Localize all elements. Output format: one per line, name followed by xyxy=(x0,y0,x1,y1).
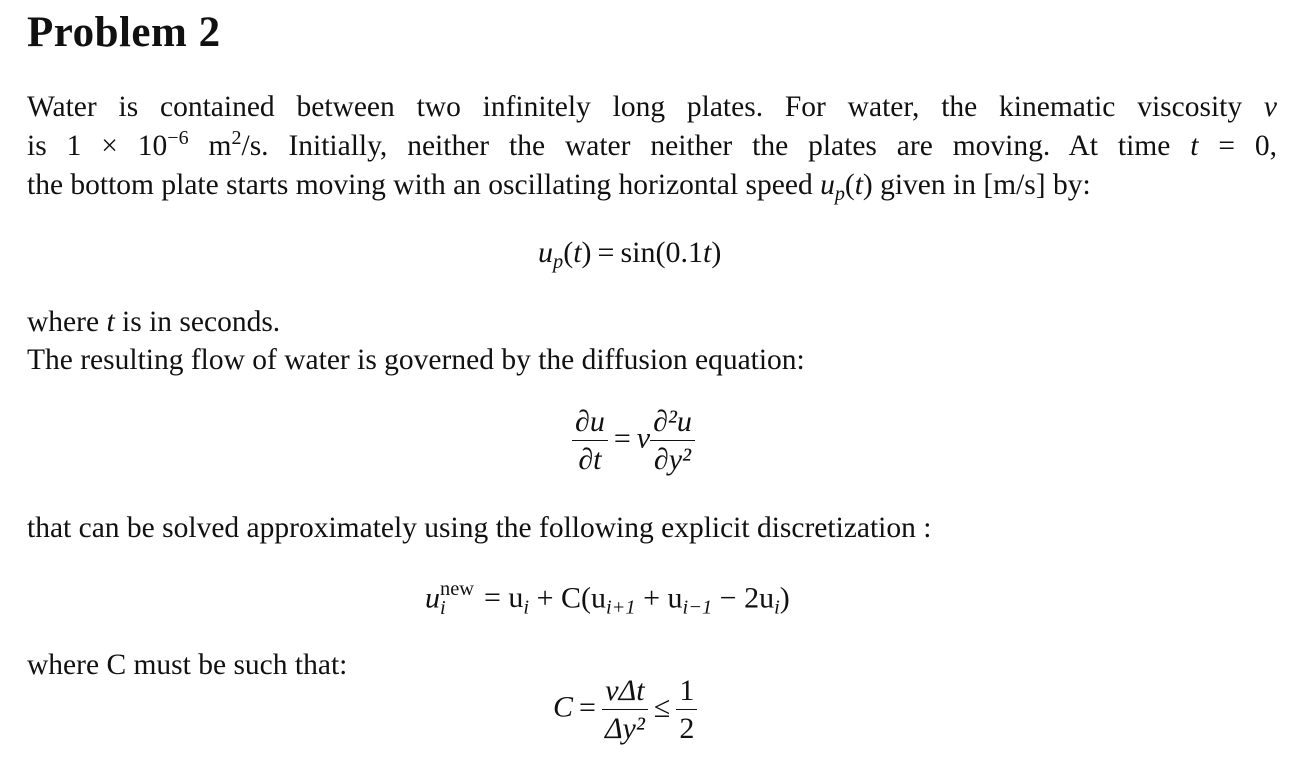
nu-symbol: ν xyxy=(1263,91,1277,123)
equals-sign: = xyxy=(597,236,615,269)
t-symbol: t xyxy=(702,236,712,269)
intro-line-3 xyxy=(27,166,1277,205)
subscript-i: i xyxy=(523,596,530,619)
intro-text: m xyxy=(188,130,232,162)
superscript-new: new xyxy=(440,578,474,600)
u-symbol: u xyxy=(820,169,835,201)
intro-text: ( xyxy=(844,169,855,201)
equals-sign: = xyxy=(579,690,596,724)
rhs-text: = u xyxy=(483,581,524,615)
intro-text: is 1 × 10 xyxy=(27,130,168,162)
courant-condition xyxy=(553,675,697,745)
super-subscript xyxy=(440,580,474,619)
resulting-flow-text: The resulting flow of water is governed by the diffusion equation: xyxy=(27,344,805,376)
paren: ( xyxy=(563,236,574,269)
fraction-numerator: 1 xyxy=(676,675,697,710)
where-t-line xyxy=(27,303,1277,342)
exponent: 2 xyxy=(231,126,242,149)
subscript-i: i xyxy=(440,597,446,620)
p-subscript: p xyxy=(553,251,564,274)
subscript-i-minus-1: i−1 xyxy=(682,596,713,619)
paren: ) xyxy=(711,236,722,269)
intro-text: /s. Initially, neither the water neither the plates are moving. At time xyxy=(241,130,1191,162)
fraction-numerator: ∂u xyxy=(572,406,608,441)
fraction-numerator: νΔt xyxy=(602,675,648,710)
discretization-text: that can be solved approximately using the following explicit discretization : xyxy=(27,512,932,544)
intro-line-2 xyxy=(27,127,1277,166)
t-symbol: t xyxy=(1190,130,1199,162)
intro-text: ) given in [m/s] by: xyxy=(862,169,1091,201)
equals-sign: = xyxy=(613,421,631,455)
intro-paragraph xyxy=(27,88,1277,205)
intro-text: Water is contained between two infinitely long plates. For water, the kinematic viscosity xyxy=(27,91,1264,123)
fraction-du-dt xyxy=(572,406,608,476)
rhs-text: + C(u xyxy=(529,581,606,615)
nu-symbol: ν xyxy=(636,421,651,455)
c-symbol: C xyxy=(553,690,574,724)
sine-expression: sin(0.1 xyxy=(620,236,703,269)
fraction-denominator: Δy² xyxy=(604,711,645,745)
problem-title: Problem 2 xyxy=(27,9,221,56)
subscript-i-plus-1: i+1 xyxy=(606,596,636,619)
fraction-one-half xyxy=(676,675,697,745)
u-symbol: u xyxy=(425,581,440,615)
fraction-d2u-dy2 xyxy=(650,406,695,476)
where-text: is in seconds. xyxy=(114,306,281,338)
discretization-equation xyxy=(425,580,790,619)
t-symbol: t xyxy=(106,306,115,338)
less-equal-sign: ≤ xyxy=(653,690,671,724)
diffusion-equation xyxy=(572,406,695,476)
paren: ) xyxy=(581,236,592,269)
subscript-i: i xyxy=(774,596,780,619)
intro-line-1 xyxy=(27,88,1277,127)
fraction-numerator: ∂²u xyxy=(650,406,695,441)
rhs-text: + u xyxy=(635,581,683,615)
intro-text: = 0, xyxy=(1198,130,1277,162)
u-symbol: u xyxy=(538,236,553,269)
intro-text: the bottom plate starts moving with an oscillating horizontal speed xyxy=(27,169,821,201)
fraction-denominator: ∂t xyxy=(578,442,602,476)
fraction-denominator: 2 xyxy=(679,711,695,745)
where-c-text: where C must be such that: xyxy=(27,649,348,681)
fraction-denominator: ∂y² xyxy=(653,442,692,476)
rhs-text: ) xyxy=(779,581,790,615)
rhs-text: − 2u xyxy=(712,581,775,615)
p-subscript: p xyxy=(834,183,845,206)
t-symbol: t xyxy=(573,236,582,269)
equation-plate-speed xyxy=(538,236,722,274)
where-text: where xyxy=(27,306,107,338)
t-symbol: t xyxy=(854,169,863,201)
exponent: −6 xyxy=(167,126,189,149)
fraction-nu-dt-dy2 xyxy=(602,675,648,745)
